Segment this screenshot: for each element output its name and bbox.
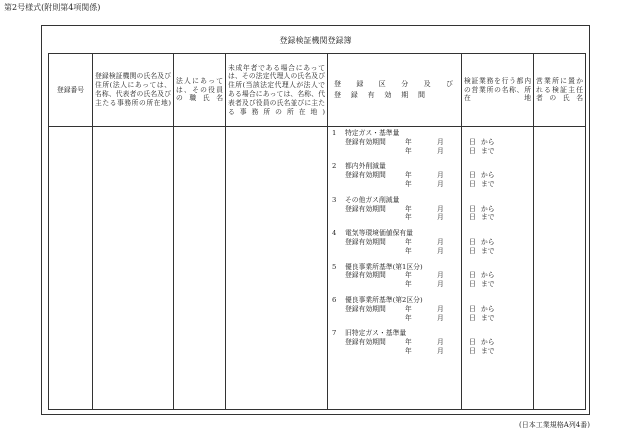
validity-to-line: [332, 246, 495, 256]
category-number: 3: [332, 195, 337, 204]
year-label: 年: [405, 204, 412, 213]
header-office-name-location: 検証業務を行う都内の営業所の名称、所在地: [462, 54, 534, 127]
validity-label: 登録有効期間: [345, 204, 386, 213]
month-label: 月: [437, 246, 444, 255]
header-organization-name-address: 登録検証機関の氏名及び住所(法人にあっては、名称、代表者の氏名及び主たる事務所の所在地): [93, 54, 174, 127]
validity-label: 登録有効期間: [345, 338, 386, 347]
category-name: 特定ガス・基準量: [345, 129, 400, 137]
cell-chief-verifier-name: [534, 127, 586, 410]
validity-label: 登録有効期間: [345, 237, 386, 246]
category-number: 5: [332, 262, 337, 271]
from-label: から: [481, 137, 495, 146]
year-label: 年: [405, 280, 412, 289]
category-title: [332, 329, 461, 338]
to-label: まで: [481, 280, 495, 289]
month-label: 月: [437, 280, 444, 289]
category-name: 優良事業所基準(第1区分): [345, 262, 423, 271]
category-title: [332, 129, 461, 138]
month-label: 月: [437, 204, 444, 213]
month-label: 月: [437, 304, 444, 313]
from-label: から: [481, 271, 495, 280]
to-label: まで: [481, 213, 495, 222]
day-label: 日: [469, 213, 476, 222]
from-label: から: [481, 338, 495, 347]
header-legal-representative: 未成年者である場合にあっては、その法定代理人の氏名及び住所(当該法定代理人が法人である場合にあっては、名称、代表者及び役員の氏名並びに主たる事務所の所在地): [226, 54, 328, 127]
to-label: まで: [481, 313, 495, 322]
day-label: 日: [469, 246, 476, 255]
registration-category: [332, 129, 495, 155]
validity-from-line: [332, 171, 495, 180]
category-number: 1: [332, 129, 337, 137]
registration-category: [332, 295, 495, 322]
registration-category: [332, 162, 495, 188]
year-label: 年: [405, 137, 412, 146]
to-label: まで: [481, 246, 495, 255]
year-label: 年: [405, 246, 412, 255]
day-label: 日: [469, 271, 476, 280]
month-label: 月: [437, 137, 444, 146]
validity-from-line: [332, 237, 495, 247]
category-title: [332, 196, 461, 205]
year-label: 年: [405, 271, 412, 280]
day-label: 日: [469, 338, 476, 347]
year-label: 年: [405, 237, 412, 246]
paper-size-note: (日本工業規格A列4番): [519, 421, 590, 429]
to-label: まで: [481, 179, 495, 188]
to-label: まで: [481, 146, 495, 155]
month-label: 月: [437, 346, 444, 355]
registry-form-frame: [41, 25, 590, 415]
year-label: 年: [405, 146, 412, 155]
header-chief-verifier-name: 営業所に置かれる検証主任者の氏名: [534, 54, 586, 127]
month-label: 月: [437, 146, 444, 155]
header-registration-category-period: [328, 54, 462, 127]
year-label: 年: [405, 304, 412, 313]
day-label: 日: [469, 304, 476, 313]
day-label: 日: [469, 280, 476, 289]
validity-label: 登録有効期間: [345, 171, 386, 180]
from-label: から: [481, 304, 495, 313]
registry-table: [48, 53, 586, 410]
cell-organization-name-address: [93, 127, 174, 410]
category-title: [332, 162, 461, 171]
month-label: 月: [437, 338, 444, 347]
header-period-line-2: 登録有効期間: [334, 91, 427, 99]
registration-category: [332, 329, 495, 355]
category-number: 7: [332, 329, 337, 338]
registration-category: [332, 195, 495, 222]
day-label: 日: [469, 137, 476, 146]
day-label: 日: [469, 346, 476, 355]
from-label: から: [481, 171, 495, 180]
cell-registration-number: [49, 127, 93, 410]
year-label: 年: [405, 313, 412, 322]
header-period-line-1: 登録区分及び: [334, 80, 455, 88]
validity-from-line: [332, 304, 495, 314]
year-label: 年: [405, 213, 412, 222]
day-label: 日: [469, 204, 476, 213]
table-row: [49, 127, 586, 410]
validity-label: 登録有効期間: [345, 304, 386, 313]
validity-to-line: [332, 146, 495, 156]
validity-from-line: [332, 338, 495, 347]
year-label: 年: [405, 346, 412, 355]
month-label: 月: [437, 213, 444, 222]
from-label: から: [481, 237, 495, 246]
year-label: 年: [405, 338, 412, 347]
category-title: [332, 229, 461, 238]
registration-category: [332, 229, 495, 255]
day-label: 日: [469, 171, 476, 180]
category-name: 旧特定ガス・基準量: [345, 329, 407, 338]
year-label: 年: [405, 171, 412, 180]
to-label: まで: [481, 346, 495, 355]
day-label: 日: [469, 146, 476, 155]
validity-to-line: [332, 346, 495, 356]
validity-to-line: [332, 179, 495, 189]
validity-to-line: [332, 313, 495, 323]
month-label: 月: [437, 237, 444, 246]
month-label: 月: [437, 171, 444, 180]
category-name: 優良事業所基準(第2区分): [345, 295, 423, 304]
month-label: 月: [437, 313, 444, 322]
registration-category: [332, 262, 495, 289]
validity-label: 登録有効期間: [345, 271, 386, 280]
category-name: その他ガス削減量: [345, 195, 400, 204]
validity-label: 登録有効期間: [345, 137, 386, 146]
category-name: 都内外削減量: [345, 162, 386, 171]
header-row: [49, 54, 586, 127]
validity-to-line: [332, 280, 495, 289]
day-label: 日: [469, 237, 476, 246]
cell-registration-category-period: [328, 127, 495, 410]
category-number: 6: [332, 295, 337, 304]
day-label: 日: [469, 313, 476, 322]
category-title: [332, 296, 461, 305]
form-number: 第2号様式(附則第4項関係): [4, 3, 101, 12]
cell-office-name-location: [462, 127, 534, 410]
category-name: 電気等環境価値保有量: [345, 229, 413, 238]
validity-to-line: [332, 213, 495, 222]
month-label: 月: [437, 271, 444, 280]
validity-from-line: [332, 271, 495, 280]
header-officer-titles-names: 法人にあっては、その役員の職氏名: [174, 54, 226, 127]
day-label: 日: [469, 179, 476, 188]
validity-from-line: [332, 204, 495, 214]
header-registration-number: 登録番号: [49, 54, 93, 127]
cell-legal-representative: [226, 127, 328, 410]
form-title: 登録検証機関登録簿: [279, 36, 352, 45]
validity-from-line: [332, 137, 495, 147]
cell-officer-titles-names: [174, 127, 226, 410]
from-label: から: [481, 204, 495, 213]
category-number: 4: [332, 229, 337, 238]
month-label: 月: [437, 179, 444, 188]
category-number: 2: [332, 162, 337, 171]
year-label: 年: [405, 179, 412, 188]
